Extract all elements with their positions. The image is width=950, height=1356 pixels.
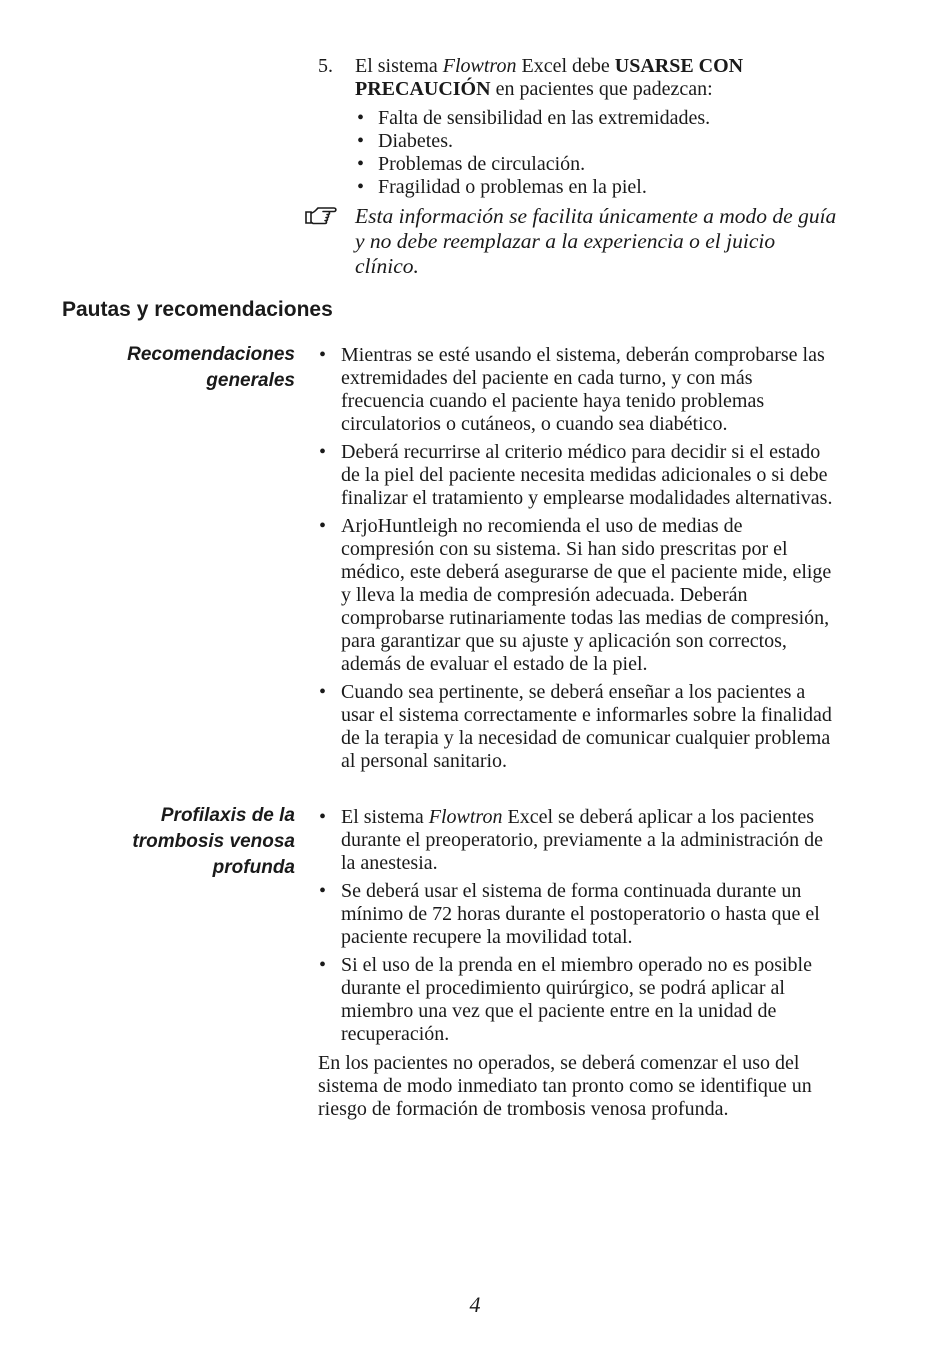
condition-list xyxy=(355,107,835,199)
list-item: • ArjoHuntleigh no recomienda el uso de medias de compresión con su sistema. Si han sido prescritas por el médico, este deberá asegurarse de que el paciente mide, elige y lleva la media de compresión adecuada. Deberán comprobarse rutinariamente todas las medias de compresión, para garantizar que su ajuste y aplicación son correctos, además de evaluar el estado de la piel. xyxy=(319,515,832,675)
item-text: El sistema Flowtron Excel debe USARSE CON PRECAUCIÓN en pacientes que padezcan: xyxy=(355,55,744,100)
general-recommendations-label: Recomendaciones generales xyxy=(127,344,295,391)
list-item: • Cuando sea pertinente, se deberá enseñar a los pacientes a usar el sistema correctamente e informarles sobre la finalidad de la terapia y la necesidad de comunicar cualquier problema al personal sanitario. xyxy=(319,681,832,772)
section-heading: Pautas y recomendaciones xyxy=(62,298,333,321)
caution-warning: USARSE CON PRECAUCIÓN xyxy=(355,55,744,100)
list-item: • Diabetes. xyxy=(357,130,453,152)
numbered-item-5 xyxy=(318,55,838,101)
item-number: 5. xyxy=(318,55,333,77)
list-item: • Se deberá usar el sistema de forma continuada durante un mínimo de 72 horas durante el postoperatorio o hasta que el paciente recupere la movilidad total. xyxy=(319,880,820,948)
pointing-hand-icon xyxy=(305,204,339,226)
list-item: • Deberá recurrirse al criterio médico para decidir si el estado de la piel del paciente necesita medidas adicionales o si debe finalizar el tratamiento y emplearse modalidades alternativas. xyxy=(319,441,833,509)
dvt-prophylaxis-list xyxy=(318,806,833,1051)
list-item: • Si el uso de la prenda en el miembro operado no es posible durante el procedimiento quirúrgico, se podrá aplicar al miembro una vez que el paciente entre en la unidad de recuperación. xyxy=(319,954,812,1045)
page-number: 4 xyxy=(469,1292,481,1317)
brand-name: Flowtron xyxy=(428,806,503,828)
list-item: • Problemas de circulación. xyxy=(357,153,586,175)
note-text: Esta información se facilita únicamente a modo de guía y no debe reemplazar a la experiencia o el juicio clínico. xyxy=(355,204,837,278)
brand-name: Flowtron xyxy=(442,55,517,77)
info-note xyxy=(305,204,840,279)
dvt-prophylaxis-label: Profilaxis de la trombosis venosa profunda xyxy=(132,805,295,878)
list-item: • Fragilidad o problemas en la piel. xyxy=(357,176,647,198)
list-item: • Falta de sensibilidad en las extremidades. xyxy=(357,107,711,129)
general-recommendations-list xyxy=(318,344,833,778)
list-item: • Mientras se esté usando el sistema, deberán comprobarse las extremidades del paciente en cada turno, y con más frecuencia cuando el paciente haya tenido problemas circulatorios o cutáneos, o cuando sea diabético. xyxy=(319,344,825,435)
list-item: • El sistema Flowtron Excel se deberá aplicar a los pacientes durante el preoperatorio, previamente a la administración de la anestesia. xyxy=(319,806,824,874)
closing-paragraph: En los pacientes no operados, se deberá comenzar el uso del sistema de modo inmediato tan pronto como se identifique un riesgo de formación de trombosis venosa profunda. xyxy=(318,1052,812,1120)
